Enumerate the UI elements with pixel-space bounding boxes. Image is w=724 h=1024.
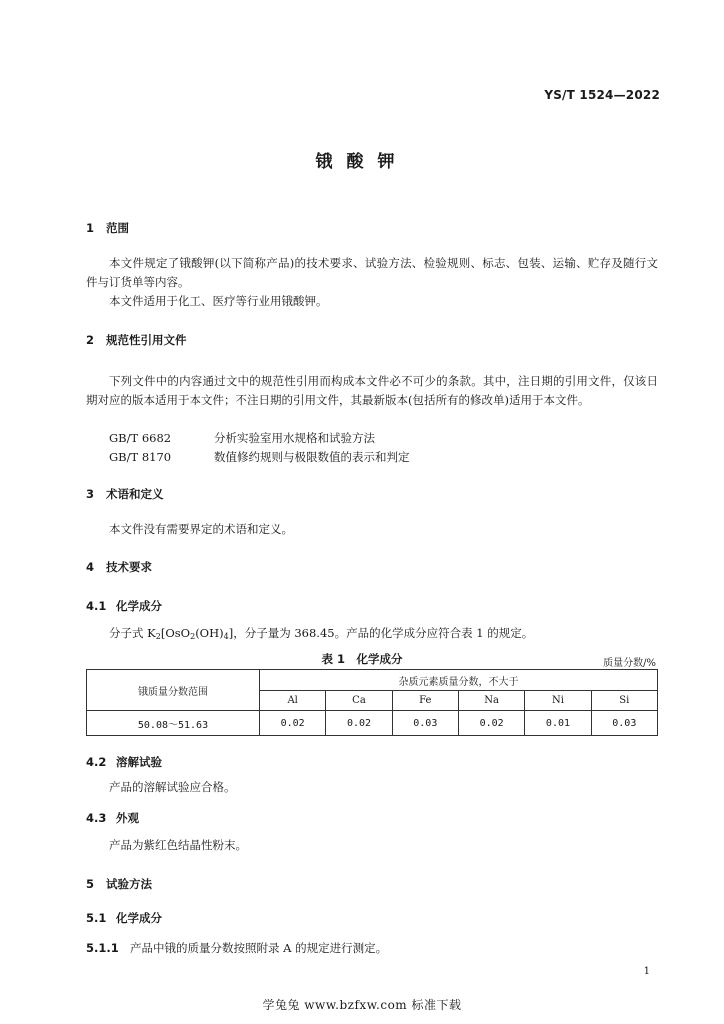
reference-title: 分析实验室用水规格和试验方法 xyxy=(214,431,375,445)
value-cell: 0.01 xyxy=(525,711,591,736)
standard-number: YS/T 1524—2022 xyxy=(544,88,660,102)
section-number: 4.3 xyxy=(86,811,107,825)
formula-subscript: 2 xyxy=(190,632,196,641)
formula-part: (OH) xyxy=(195,626,224,640)
element-header-cell: Fe xyxy=(392,691,458,711)
normative-reference xyxy=(109,449,410,465)
normative-reference xyxy=(109,430,375,446)
section-4-heading xyxy=(86,559,152,575)
group-header-cell: 杂质元素质量分数，不大于 xyxy=(260,670,658,691)
range-cell: 50.08～51.63 xyxy=(87,711,260,736)
section-title: 术语和定义 xyxy=(106,487,164,501)
section-4-3-paragraph: 产品为紫红色结晶性粉末。 xyxy=(109,838,247,852)
section-title: 规范性引用文件 xyxy=(106,333,187,347)
document-title: 锇酸钾 xyxy=(315,152,409,172)
formula-part: [OsO xyxy=(160,626,191,640)
section-number: 1 xyxy=(86,221,95,235)
table-caption: 表 1 化学成分 xyxy=(321,652,403,666)
formula-prefix: 分子式 K xyxy=(109,626,156,640)
section-2-heading xyxy=(86,332,187,348)
section-4-2-paragraph: 产品的溶解试验应合格。 xyxy=(109,780,236,794)
section-5-heading xyxy=(86,876,152,892)
section-5-1-heading xyxy=(86,910,162,926)
formula-subscript: 2 xyxy=(155,632,161,641)
element-header-cell: Na xyxy=(458,691,524,711)
section-number: 5.1.1 xyxy=(86,941,119,955)
value-cell: 0.03 xyxy=(392,711,458,736)
table-unit: 质量分数/% xyxy=(603,658,656,669)
element-header-cell: Al xyxy=(260,691,326,711)
section-number: 2 xyxy=(86,333,95,347)
section-3-heading xyxy=(86,486,164,502)
page-number: 1 xyxy=(643,966,650,977)
section-1-paragraph-2: 本文件适用于化工、医疗等行业用锇酸钾。 xyxy=(109,294,328,308)
section-title: 范围 xyxy=(106,221,129,235)
table-row xyxy=(87,711,658,736)
section-number: 5.1 xyxy=(86,911,107,925)
chemical-composition-table xyxy=(86,669,658,736)
section-4-1-heading xyxy=(86,598,162,614)
molecular-formula-paragraph xyxy=(86,624,658,646)
section-title: 技术要求 xyxy=(106,560,152,574)
section-2-paragraph-1: 下列文件中的内容通过文中的规范性引用而构成本文件必不可少的条款。其中，注日期的引用文件，仅该日期对应的版本适用于本文件；不注日期的引用文件，其最新版本(包括所有的修改单)适用于本文件。 xyxy=(86,374,658,407)
section-title: 试验方法 xyxy=(106,877,152,891)
section-title: 化学成分 xyxy=(116,911,162,925)
section-number: 4 xyxy=(86,560,95,574)
section-5-1-1-clause xyxy=(86,940,387,956)
section-4-3-heading xyxy=(86,810,139,826)
reference-title: 数值修约规则与极限数值的表示和判定 xyxy=(214,450,410,464)
section-number: 3 xyxy=(86,487,95,501)
section-4-2-heading xyxy=(86,754,162,770)
section-number: 4.2 xyxy=(86,755,107,769)
section-title: 外观 xyxy=(116,811,139,825)
element-header-cell: Ca xyxy=(326,691,392,711)
reference-code: GB/T 6682 xyxy=(109,431,172,445)
formula-subscript: 4 xyxy=(223,632,229,641)
element-header-cell: Ni xyxy=(525,691,591,711)
section-title: 化学成分 xyxy=(116,599,162,613)
value-cell: 0.02 xyxy=(260,711,326,736)
reference-code: GB/T 8170 xyxy=(109,450,172,464)
formula-suffix: ]，分子量为 368.45。产品的化学成分应符合表 1 的规定。 xyxy=(228,626,534,640)
section-1-heading xyxy=(86,220,129,236)
value-cell: 0.02 xyxy=(326,711,392,736)
section-3-paragraph-1: 本文件没有需要界定的术语和定义。 xyxy=(109,522,293,536)
row-header-cell: 锇质量分数范围 xyxy=(87,670,260,711)
table-row xyxy=(87,670,658,691)
section-number: 4.1 xyxy=(86,599,107,613)
section-1-paragraph-1: 本文件规定了锇酸钾(以下简称产品)的技术要求、试验方法、检验规则、标志、包装、运输、贮存及随行文件与订货单等内容。 xyxy=(86,256,658,289)
footer-watermark: 学兔兔 www.bzfxw.com 标准下载 xyxy=(262,998,462,1012)
value-cell: 0.02 xyxy=(458,711,524,736)
element-header-cell: Si xyxy=(591,691,657,711)
section-title: 溶解试验 xyxy=(116,755,162,769)
section-number: 5 xyxy=(86,877,95,891)
clause-text: 产品中锇的质量分数按照附录 A 的规定进行测定。 xyxy=(130,941,388,955)
value-cell: 0.03 xyxy=(591,711,657,736)
